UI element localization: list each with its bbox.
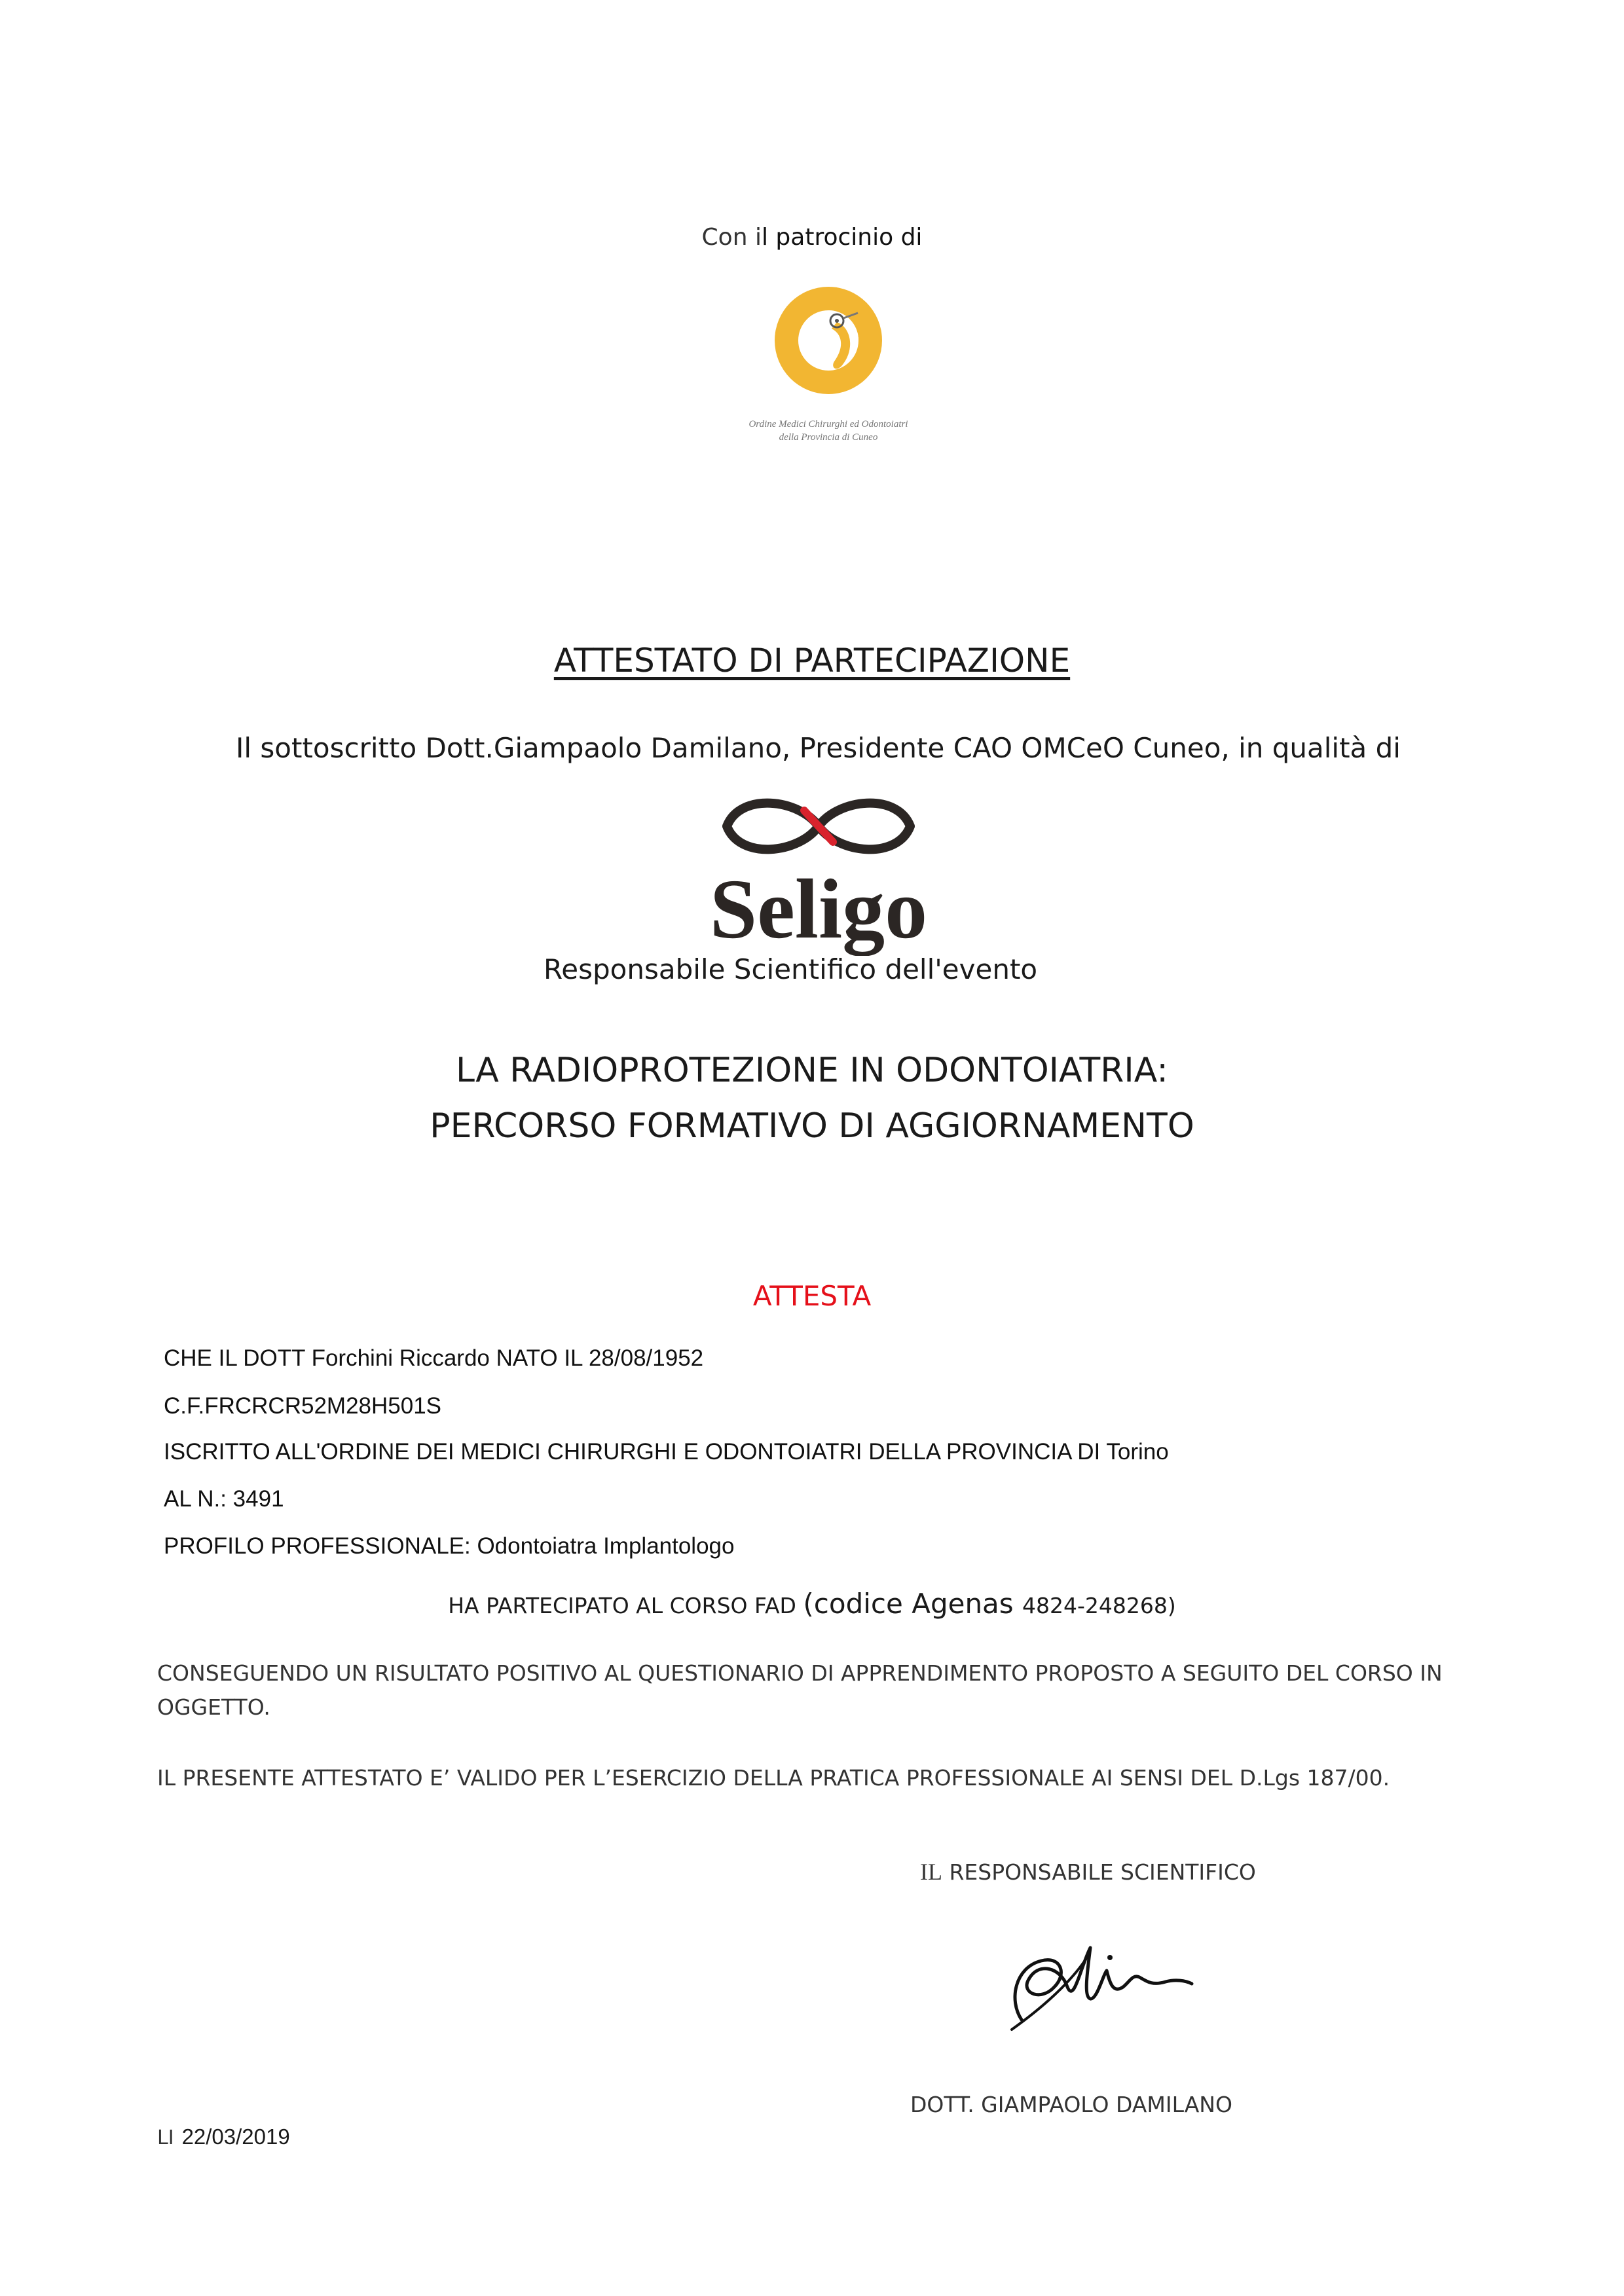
intro-text: Il sottoscritto Dott.Giampaolo Damilano, Presidente CAO OMCeO Cuneo, in qualità di [236, 732, 1401, 764]
certificate-title: ATTESTATO DI PARTECIPAZIONE [553, 642, 1071, 680]
patronage-line: Con il patrocinio di [701, 224, 923, 251]
detail-tax-code: C.F.FRCRCR52M28H501S [164, 1393, 442, 1419]
omceo-caption-2: della Provincia di Cuneo [779, 432, 878, 443]
date-line: LI 22/03/2019 [157, 2124, 290, 2149]
signer-name: DOTT. GIAMPAOLO DAMILANO [910, 2092, 1232, 2117]
detail-number: AL N.: 3491 [164, 1486, 284, 1512]
role-text: Responsabile Scientifico dell'evento [544, 953, 1038, 985]
signature-title: IL RESPONSABILE SCIENTIFICO [920, 1859, 1256, 1885]
detail-registration: ISCRITTO ALL'ORDINE DEI MEDICI CHIRURGHI E ODONTOIATRI DELLA PROVINCIA DI Torino [164, 1439, 1169, 1465]
omceo-caption-1: Ordine Medici Chirurghi ed Odontoiatri [748, 419, 908, 429]
issue-date: 22/03/2019 [181, 2124, 290, 2149]
seligo-logo [701, 786, 936, 956]
seligo-wordmark: Seligo [709, 862, 928, 956]
detail-name-birth: CHE IL DOTT Forchini Riccardo NATO IL 28/08/1952 [164, 1345, 704, 1371]
handwritten-signature [976, 1922, 1211, 2039]
validity-paragraph: IL PRESENTE ATTESTATO E’ VALIDO PER L’ESERCIZIO DELLA PRATICA PROFESSIONALE AI SENSI DEL D.Lgs 187/00. [157, 1765, 1390, 1791]
course-title-line-2: PERCORSO FORMATIVO DI AGGIORNAMENTO [430, 1106, 1194, 1146]
omceo-cuneo-logo [727, 282, 930, 452]
result-paragraph: CONSEGUENDO UN RISULTATO POSITIVO AL QUESTIONARIO DI APPRENDIMENTO PROPOSTO A SEGUITO DEL CORSO IN OGGETTO. [157, 1660, 1443, 1720]
course-participation-line: HA PARTECIPATO AL CORSO FAD (codice Agenas 4824-248268) [448, 1588, 1176, 1620]
course-title-line-1: LA RADIOPROTEZIONE IN ODONTOIATRIA: [456, 1051, 1168, 1090]
attesta-heading: ATTESTA [752, 1280, 872, 1312]
detail-profile: PROFILO PROFESSIONALE: Odontoiatra Implantologo [164, 1533, 735, 1559]
